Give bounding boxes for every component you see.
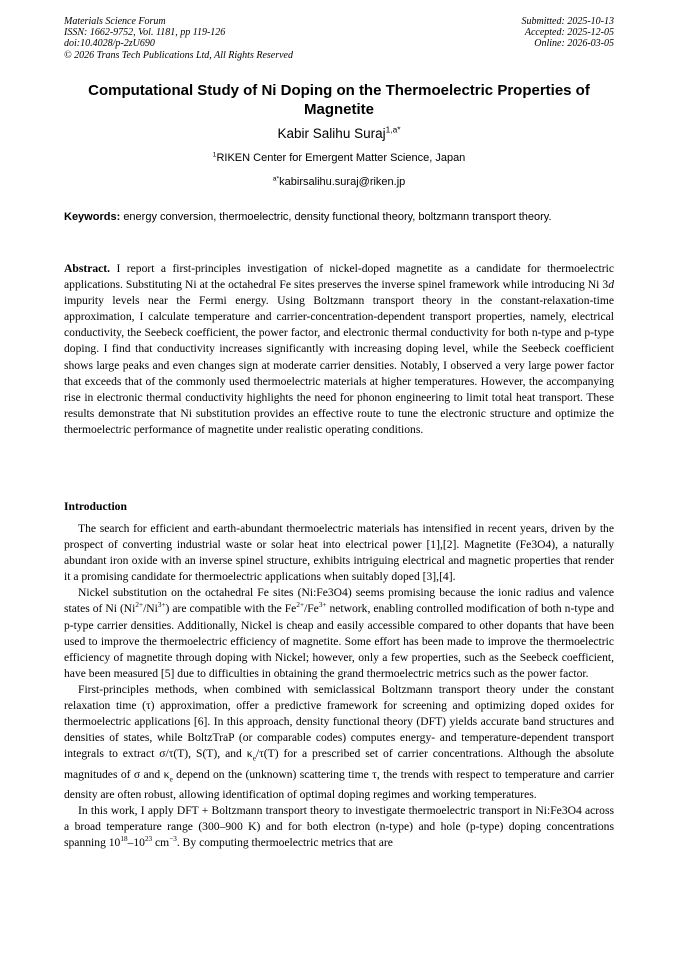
dates-info	[522, 16, 615, 50]
author-name: Kabir Salihu Suraj	[277, 126, 386, 141]
author-sup: 1,a*	[385, 124, 401, 135]
keywords	[64, 210, 614, 226]
journal-header	[64, 16, 614, 61]
paper-title: Computational Study of Ni Doping on the Thermoelectric Properties of Magnetite	[88, 82, 590, 118]
submitted-date: Submitted: 2025-10-13	[521, 16, 614, 27]
journal-name: Materials Science Forum	[64, 16, 166, 27]
affiliation	[64, 152, 614, 164]
abstract-label: Abstract.	[64, 262, 111, 275]
affiliation-text: RIKEN Center for Emergent Matter Science, Japan	[216, 152, 466, 164]
intro-paragraph-3: First-principles methods, when combined with semiclassical Boltzmann transport theory under the constant relaxation time (τ) approximation, offer a predictive framework for screening and optimizing doped oxides for thermoelectric applications [6]. In this approach, density functional theory (DFT) yields accurate band structures and densities of states, while BoltzTraP (or comparable codes) computes energy- and temperature-dependent transport integrals to extract σ/τ(T), S(T), and $\kappa_e/\tau(T)$ for a prescribed set of carrier concentrations. Although the absolute magnitudes of σ and $\kappa_e$ depend on the (unknown) scattering time τ, the trends with respect to temperature and carrier density are often robust, allowing identification of optimal doping regimes and working temperatures.	[64, 682, 615, 802]
section-heading-introduction: Introduction	[64, 500, 127, 513]
introduction-body	[64, 521, 614, 852]
accepted-date: Accepted: 2025-12-05	[524, 27, 614, 39]
keywords-text: energy conversion, thermoelectric, density functional theory, boltzmann transport theory.	[123, 211, 552, 223]
intro-paragraph-2: Nickel substitution on the octahedral Fe sites (Ni:Fe3O4) seems promising because the ionic radius and valence states of Ni $(Ni^{2+}/Ni^{3+})$ are compatible with the $Fe^{2+}/Fe^{3+}$ network, enabling controlled modification of both n-type and p-type carrier densities. Additionally, Nickel is cheap and easily accessible compared to other dopants that have been used to improve the thermoelectric efficiency of magnetite. Some effort has been made to improve the thermoelectric efficiency of magnetite through doping with Nickel; however, only a few properties, such as the Seebeck coefficient, have been measured [5] due to difficulties in obtaining the grand thermoelectric metrics such as the power factor.	[64, 586, 614, 680]
email-address[interactable]: kabirsalihu.suraj@riken.jp	[279, 176, 406, 188]
online-date: Online: 2026-03-05	[534, 38, 614, 50]
journal-copyright: © 2026 Trans Tech Publications Ltd, All Rights Reserved	[64, 49, 293, 61]
abstract-text-2: impurity levels near the Fermi energy. Using Boltzmann transport theory in the constant-relaxation-time approximation, I calculate temperature and carrier-concentration-dependent transport properties, namely, electrical conductivity, the Seebeck coefficient, the power factor, and electronic thermal conductivity for both n-type and p-type doping. I find that conductivity increases significantly with increasing doping level, while the Seebeck coefficient shows large peaks and even changes sign at moderate carrier densities. Notably, I observed a very large power factor that exceeds that of the commonly used thermoelectric materials at higher temperatures. However, the accompanying rise in electronic thermal conductivity highlights the need for phonon engineering to limit total heat transport. These results demonstrate that Ni substitution provides an effective route to tune the electronic structure and optimize the thermoelectric performance of magnetite under realistic operating conditions.	[64, 294, 614, 436]
intro-paragraph-1: The search for efficient and earth-abundant thermoelectric materials has intensified in recent years, driven by the prospect of converting industrial waste or solar heat into electrical power [1],[2]. Magnetite (Fe3O4), a naturally abundant iron oxide with an inverse spinel structure, exhibits intriguing electrical and magnetic properties that render it a promising candidate for thermoelectric applications when suitably doped [3],[4].	[64, 522, 614, 584]
abstract-text-1: I report a first-principles investigation of nickel-doped magnetite as a candidate for thermoelectric applications. Substituting Ni at the octahedral Fe sites preserves the inverse spinel framework while introducing Ni 3	[64, 262, 614, 292]
abstract	[64, 261, 614, 438]
affiliation-sup: 1	[212, 151, 217, 159]
email-line	[64, 176, 614, 188]
intro-paragraph-4: In this work, I apply DFT + Boltzmann transport theory to investigate thermoelectric transport in Ni:Fe3O4 across a broad temperature range (300–900 K) and for both electron (n-type) and hole (p-type) doping concentrations spanning $10^{18}-10^{23}$ $cm^{-3}$. By computing thermoelectric metrics that are	[64, 804, 614, 850]
abstract-italic-d: d	[608, 278, 614, 292]
author-line	[64, 126, 614, 141]
journal-issn: ISSN: 1662-9752, Vol. 1181, pp 119-126	[64, 27, 226, 39]
keywords-label: Keywords:	[64, 211, 121, 223]
email-sup: a*	[272, 175, 280, 183]
journal-info	[64, 16, 293, 61]
journal-doi: doi:10.4028/p-2zU690	[64, 38, 155, 50]
